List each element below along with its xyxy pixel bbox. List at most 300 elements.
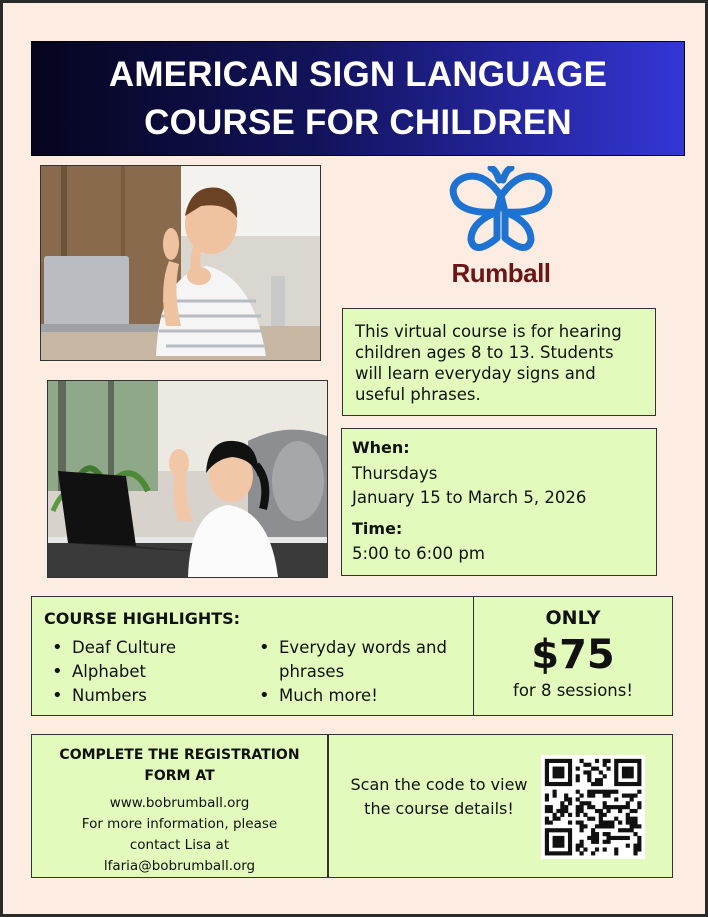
qr-module — [587, 836, 591, 840]
qr-module — [591, 828, 595, 832]
qr-module — [595, 847, 599, 851]
qr-module — [614, 805, 618, 809]
registration-heading-2: FORM AT — [144, 768, 215, 784]
qr-module — [545, 774, 549, 778]
qr-module — [545, 836, 549, 840]
flyer-page — [3, 3, 705, 914]
qr-module — [545, 794, 549, 798]
qr-module — [630, 824, 634, 828]
qr-module — [606, 805, 610, 809]
qr-module — [630, 820, 634, 824]
qr-module — [630, 797, 634, 801]
qr-module — [630, 794, 634, 798]
qr-module — [568, 759, 572, 763]
qr-module — [603, 820, 607, 824]
qr-module — [591, 790, 595, 794]
qr-module — [637, 774, 641, 778]
list-item: • Numbers — [44, 684, 251, 708]
qr-module — [576, 805, 580, 809]
qr-module — [576, 809, 580, 813]
qr-module — [587, 778, 591, 782]
course-description-box — [342, 308, 656, 416]
qr-module — [556, 774, 560, 778]
qr-module — [587, 763, 591, 767]
qr-module — [637, 763, 641, 767]
qr-module — [630, 767, 634, 771]
qr-module — [630, 770, 634, 774]
qr-module — [545, 770, 549, 774]
qr-module — [614, 790, 618, 794]
info-line-1: For more information, please — [81, 816, 278, 832]
qr-module — [626, 820, 630, 824]
qr-module — [591, 817, 595, 821]
qr-module — [637, 824, 641, 828]
qr-module — [599, 824, 603, 828]
qr-module — [556, 809, 560, 813]
qr-module — [610, 805, 614, 809]
list-item: • Deaf Culture — [44, 636, 251, 660]
list-item: • Alphabet — [44, 660, 251, 684]
qr-module — [614, 836, 618, 840]
qr-module — [587, 770, 591, 774]
qr-module — [580, 759, 584, 763]
dates-value: January 15 to March 5, 2026 — [352, 488, 587, 507]
qr-module — [591, 836, 595, 840]
qr-module — [580, 824, 584, 828]
qr-module — [606, 809, 610, 813]
qr-module — [580, 809, 584, 813]
qr-module — [610, 824, 614, 828]
qr-module — [580, 851, 584, 855]
rumball-wordmark: Rumball — [451, 258, 551, 288]
qr-module — [553, 836, 557, 840]
qr-module — [568, 844, 572, 848]
qr-module — [564, 759, 568, 763]
qr-module — [583, 847, 587, 851]
qr-module — [553, 790, 557, 794]
qr-module — [556, 759, 560, 763]
qr-module — [637, 778, 641, 782]
info-line-2: contact Lisa at — [129, 837, 230, 853]
qr-module — [583, 824, 587, 828]
qr-module — [606, 836, 610, 840]
qr-module — [553, 851, 557, 855]
qr-module — [637, 759, 641, 763]
list-item: • Everyday words and phrases — [251, 636, 451, 684]
qr-module — [626, 770, 630, 774]
qr-module — [599, 813, 603, 817]
qr-module — [568, 813, 572, 817]
qr-module — [637, 801, 641, 805]
qr-module — [626, 801, 630, 805]
qr-module — [549, 820, 553, 824]
qr-module — [545, 797, 549, 801]
qr-module — [553, 794, 557, 798]
day-value: Thursdays — [352, 464, 438, 483]
qr-module — [568, 801, 572, 805]
qr-module — [622, 828, 626, 832]
contact-email[interactable]: lfaria@bobrumball.org — [103, 858, 256, 874]
qr-module — [587, 794, 591, 798]
qr-module — [549, 809, 553, 813]
qr-module — [595, 809, 599, 813]
qr-module — [553, 767, 557, 771]
qr-module — [560, 813, 564, 817]
qr-module — [603, 801, 607, 805]
registration-url[interactable]: www.bobrumball.org — [109, 795, 250, 811]
qr-module — [545, 847, 549, 851]
qr-module — [606, 840, 610, 844]
qr-module — [606, 790, 610, 794]
qr-module — [553, 844, 557, 848]
qr-module — [591, 832, 595, 836]
qr-module — [603, 832, 607, 836]
qr-module — [595, 790, 599, 794]
title-line-2: COURSE FOR CHILDREN — [144, 102, 572, 142]
qr-module — [626, 774, 630, 778]
qr-module — [614, 851, 618, 855]
qr-module — [545, 840, 549, 844]
qr-module — [587, 790, 591, 794]
qr-module — [553, 774, 557, 778]
schedule-box — [341, 428, 657, 576]
qr-module — [553, 840, 557, 844]
qr-module — [637, 790, 641, 794]
qr-module — [568, 770, 572, 774]
qr-module — [614, 782, 618, 786]
qr-module — [637, 782, 641, 786]
qr-module — [568, 832, 572, 836]
qr-module — [560, 770, 564, 774]
qr-module — [618, 820, 622, 824]
qr-module — [606, 767, 610, 771]
qr-module — [545, 763, 549, 767]
qr-module — [622, 759, 626, 763]
qr-module — [614, 767, 618, 771]
registration-heading-1: COMPLETE THE REGISTRATION — [59, 747, 300, 763]
qr-code-icon[interactable] — [541, 755, 645, 859]
photo-boy-signing — [40, 165, 321, 361]
qr-module — [556, 770, 560, 774]
qr-module — [599, 817, 603, 821]
qr-module — [633, 847, 637, 851]
qr-module — [556, 844, 560, 848]
highlights-list-2 — [251, 636, 451, 708]
qr-module — [576, 767, 580, 771]
qr-module — [568, 847, 572, 851]
qr-module — [626, 805, 630, 809]
qr-module — [576, 790, 580, 794]
qr-module — [568, 763, 572, 767]
time-value: 5:00 to 6:00 pm — [352, 544, 485, 563]
qr-module — [545, 805, 549, 809]
qr-module — [556, 817, 560, 821]
qr-module — [545, 820, 549, 824]
qr-module — [556, 767, 560, 771]
qr-module — [583, 770, 587, 774]
qr-module — [591, 840, 595, 844]
qr-module — [599, 770, 603, 774]
qr-module — [564, 797, 568, 801]
qr-module — [580, 840, 584, 844]
qr-module — [553, 759, 557, 763]
qr-module — [618, 809, 622, 813]
qr-module — [568, 851, 572, 855]
qr-module — [545, 809, 549, 813]
qr-module — [564, 809, 568, 813]
qr-module — [568, 836, 572, 840]
qr-module — [591, 805, 595, 809]
highlights-title: COURSE HIGHLIGHTS: — [44, 609, 241, 628]
qr-module — [587, 817, 591, 821]
qr-module — [549, 828, 553, 832]
qr-module — [614, 797, 618, 801]
price-box — [473, 596, 673, 716]
qr-module — [545, 851, 549, 855]
qr-module — [626, 767, 630, 771]
qr-module — [556, 851, 560, 855]
rumball-logo — [441, 166, 561, 291]
qr-module — [564, 782, 568, 786]
qr-module — [553, 828, 557, 832]
qr-module — [580, 820, 584, 824]
qr-module — [576, 820, 580, 824]
qr-module — [568, 820, 572, 824]
qr-module — [614, 774, 618, 778]
qr-module — [580, 805, 584, 809]
qr-module — [633, 820, 637, 824]
qr-module — [622, 770, 626, 774]
qr-module — [603, 840, 607, 844]
qr-module — [630, 782, 634, 786]
qr-module — [560, 840, 564, 844]
qr-module — [610, 820, 614, 824]
qr-module — [626, 844, 630, 848]
when-label: When: — [352, 438, 410, 457]
qr-module — [556, 828, 560, 832]
qr-module — [633, 844, 637, 848]
qr-module — [622, 767, 626, 771]
qr-module — [553, 782, 557, 786]
qr-module — [545, 817, 549, 821]
qr-module — [576, 778, 580, 782]
qr-module — [603, 847, 607, 851]
qr-module — [595, 836, 599, 840]
qr-module — [568, 828, 572, 832]
scan-box — [328, 734, 673, 878]
qr-module — [591, 851, 595, 855]
qr-module — [618, 828, 622, 832]
qr-module — [606, 759, 610, 763]
price-sessions: for 8 sessions! — [513, 681, 633, 700]
qr-module — [599, 820, 603, 824]
qr-module — [568, 840, 572, 844]
qr-module — [568, 767, 572, 771]
qr-module — [633, 824, 637, 828]
qr-module — [560, 805, 564, 809]
qr-module — [583, 763, 587, 767]
qr-module — [618, 836, 622, 840]
qr-module — [630, 817, 634, 821]
qr-module — [626, 813, 630, 817]
qr-module — [618, 782, 622, 786]
qr-module — [595, 840, 599, 844]
qr-module — [560, 767, 564, 771]
qr-module — [637, 836, 641, 840]
qr-module — [614, 778, 618, 782]
qr-module — [545, 778, 549, 782]
qr-module — [576, 847, 580, 851]
qr-module — [549, 782, 553, 786]
qr-module — [580, 794, 584, 798]
qr-module — [603, 794, 607, 798]
qr-module — [603, 813, 607, 817]
qr-module — [560, 851, 564, 855]
qr-module — [591, 782, 595, 786]
qr-module — [630, 809, 634, 813]
qr-module — [603, 759, 607, 763]
photo-girl-laptop — [47, 380, 328, 578]
qr-module — [560, 801, 564, 805]
qr-module — [637, 770, 641, 774]
qr-module — [622, 836, 626, 840]
highlights-list-1 — [44, 636, 251, 708]
qr-module — [576, 844, 580, 848]
qr-module — [556, 782, 560, 786]
qr-module — [564, 794, 568, 798]
qr-module — [595, 782, 599, 786]
qr-module — [545, 844, 549, 848]
qr-module — [553, 817, 557, 821]
qr-module — [583, 813, 587, 817]
qr-module — [633, 817, 637, 821]
price-only-label: ONLY — [545, 607, 601, 629]
qr-module — [599, 790, 603, 794]
qr-module — [626, 782, 630, 786]
qr-module — [595, 778, 599, 782]
qr-module — [564, 828, 568, 832]
qr-module — [630, 774, 634, 778]
qr-module — [622, 805, 626, 809]
qr-module — [626, 828, 630, 832]
title-banner — [31, 41, 685, 156]
qr-module — [633, 782, 637, 786]
qr-module — [626, 794, 630, 798]
qr-module — [637, 767, 641, 771]
qr-module — [560, 774, 564, 778]
course-description: This virtual course is for hearing children ages 8 to 13. Students will learn everyday signs and useful phrases. — [355, 322, 622, 404]
qr-module — [610, 790, 614, 794]
qr-module — [606, 794, 610, 798]
qr-module — [553, 813, 557, 817]
qr-module — [622, 782, 626, 786]
qr-module — [614, 770, 618, 774]
qr-module — [637, 840, 641, 844]
qr-module — [603, 805, 607, 809]
qr-module — [580, 828, 584, 832]
title-line-1: AMERICAN SIGN LANGUAGE — [108, 54, 608, 94]
qr-module — [622, 794, 626, 798]
qr-module — [564, 851, 568, 855]
qr-module — [560, 782, 564, 786]
qr-module — [595, 824, 599, 828]
qr-module — [560, 759, 564, 763]
qr-module — [576, 774, 580, 778]
qr-module — [595, 759, 599, 763]
qr-module — [633, 759, 637, 763]
qr-module — [580, 801, 584, 805]
qr-module — [606, 820, 610, 824]
qr-module — [549, 759, 553, 763]
qr-module — [549, 851, 553, 855]
scan-text: Scan the code to view the course details! — [350, 775, 528, 818]
qr-module — [606, 832, 610, 836]
qr-module — [549, 805, 553, 809]
qr-module — [599, 778, 603, 782]
qr-module — [599, 782, 603, 786]
qr-module — [614, 817, 618, 821]
qr-module — [633, 794, 637, 798]
registration-box — [31, 734, 328, 878]
time-label: Time: — [352, 519, 403, 538]
qr-module — [618, 759, 622, 763]
qr-module — [626, 817, 630, 821]
qr-module — [606, 824, 610, 828]
qr-module — [626, 759, 630, 763]
qr-module — [633, 832, 637, 836]
qr-module — [618, 805, 622, 809]
qr-module — [576, 797, 580, 801]
butterfly-icon — [441, 166, 561, 258]
qr-module — [630, 759, 634, 763]
qr-module — [614, 759, 618, 763]
qr-module — [560, 836, 564, 840]
qr-module — [633, 851, 637, 855]
qr-module — [637, 805, 641, 809]
qr-module — [614, 847, 618, 851]
qr-module — [568, 774, 572, 778]
qr-module — [610, 836, 614, 840]
qr-module — [580, 844, 584, 848]
qr-module — [560, 844, 564, 848]
qr-module — [556, 836, 560, 840]
qr-module — [630, 828, 634, 832]
qr-module — [587, 774, 591, 778]
qr-module — [633, 809, 637, 813]
price-amount: $75 — [531, 632, 615, 678]
qr-module — [603, 763, 607, 767]
qr-module — [568, 778, 572, 782]
qr-module — [626, 836, 630, 840]
qr-module — [556, 840, 560, 844]
qr-module — [603, 824, 607, 828]
qr-module — [560, 809, 564, 813]
qr-module — [545, 759, 549, 763]
qr-module — [583, 801, 587, 805]
qr-module — [545, 767, 549, 771]
qr-module — [587, 805, 591, 809]
qr-module — [568, 782, 572, 786]
qr-module — [599, 809, 603, 813]
qr-module — [637, 847, 641, 851]
qr-module — [622, 774, 626, 778]
qr-module — [545, 782, 549, 786]
qr-module — [568, 797, 572, 801]
qr-module — [564, 805, 568, 809]
qr-module — [591, 767, 595, 771]
qr-module — [560, 828, 564, 832]
qr-module — [576, 813, 580, 817]
